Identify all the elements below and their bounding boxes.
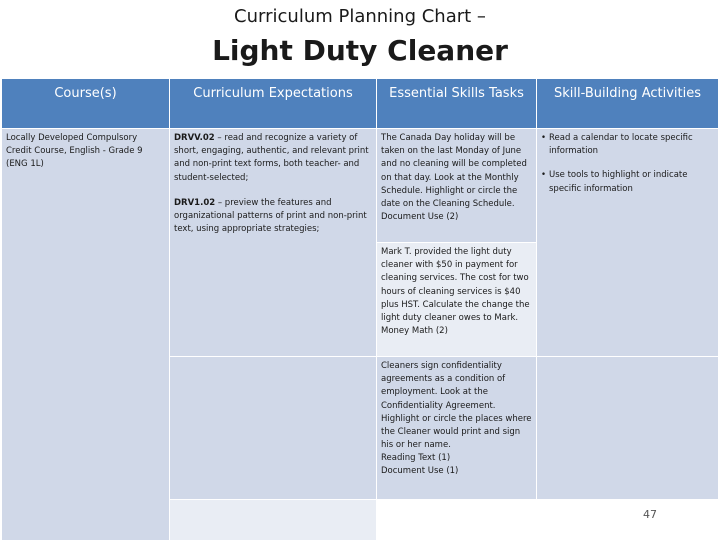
task-text: Cleaners sign confidentiality agreements as a condition of employment. Look at the Confidentiality Agreement. Highlight or circle the places where the Cleaner would print and sign his or her name. [381,361,532,451]
task-cell [377,243,537,357]
page-title: Light Duty Cleaner [212,34,508,67]
expectation-code: DRVV.02 [174,133,215,143]
expectation-text: – read and recognize a variety of short, engaging, authentic, and relevant print and non-print text forms, both teacher- and student-selected; [174,133,369,183]
expectation-code: DRV1.02 [174,197,216,208]
activity-item [541,132,714,158]
empty-cell [537,357,719,500]
activity-text: Read a calendar to locate specific information [549,133,693,157]
expectation-item [174,197,372,237]
header-skill-building-activities: Skill-Building Activities [537,79,719,129]
bullet-icon: • [541,133,547,143]
header-courses: Course(s) [2,79,170,129]
task-skill: Money Math (2) [381,326,448,337]
chart-subtitle: Curriculum Planning Chart – [234,6,486,27]
header-essential-skills-tasks: Essential Skills Tasks [377,79,537,129]
empty-cell [170,357,377,500]
course-text: Locally Developed Compulsory Credit Course, English - Grade 9 (ENG 1L) [6,133,143,170]
task-cell [377,357,537,500]
task-cell [377,129,537,243]
empty-cell [170,500,377,540]
activities-cell [537,129,719,357]
header-curriculum-expectations: Curriculum Expectations [170,79,377,129]
expectations-cell [170,129,377,357]
task-skill: Document Use (1) [381,466,459,477]
course-cell [2,129,170,540]
task-skill: Document Use (2) [381,212,459,223]
activity-text: Use tools to highlight or indicate specific information [549,170,688,194]
expectation-item [174,132,372,185]
task-text: The Canada Day holiday will be taken on the last Monday of June and no cleaning will be completed on that day. Look at the Monthly Schedule. Highlight or circle the date on the Cleaning Schedule. [381,133,527,209]
task-text: Mark T. provided the light duty cleaner with $50 in payment for cleaning services. The cost for two hours of cleaning services is $40 plus HST. Calculate the change the light duty cleaner owes to Mark. [381,247,530,323]
curriculum-planning-table [1,78,719,540]
activity-item [541,169,714,195]
table-row [2,129,719,243]
page-number: 47 [643,508,657,521]
expectation-text: – preview the features and organizational patterns of print and non-print text, using appropriate strategies; [174,197,367,235]
bullet-icon: • [541,170,547,181]
header-row [2,79,719,129]
task-skill: Reading Text (1) [381,453,451,464]
